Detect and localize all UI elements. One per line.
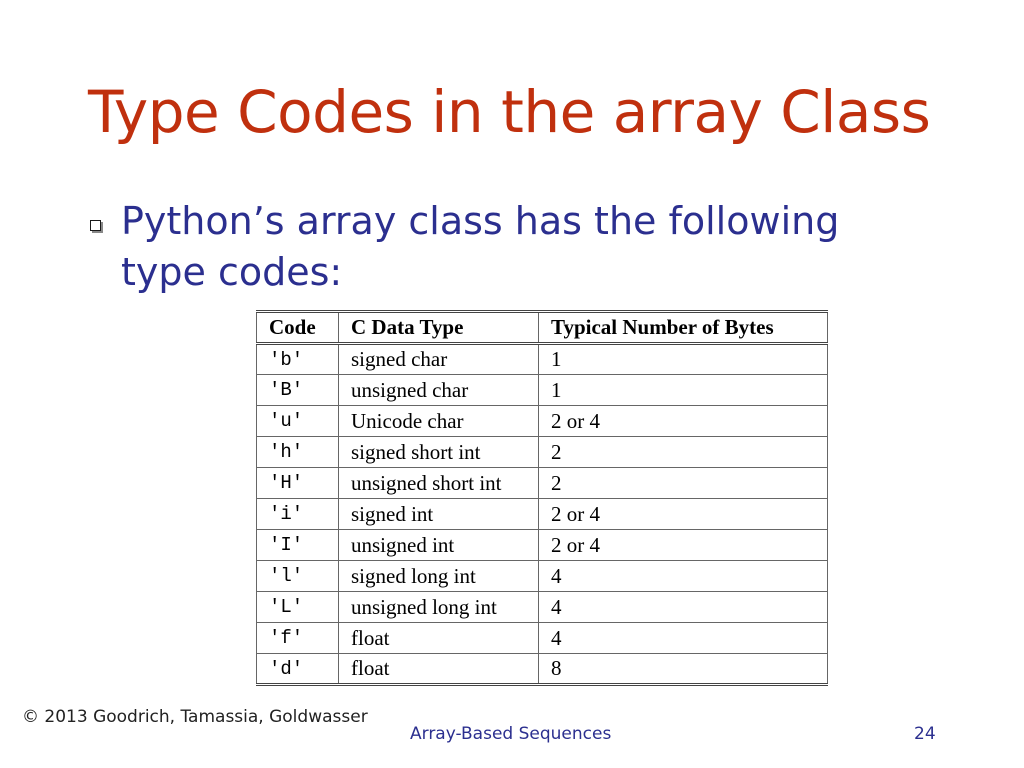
cell-c-data-type: unsigned short int bbox=[339, 468, 539, 499]
footer-section-title: Array-Based Sequences bbox=[410, 724, 612, 744]
bullet-text: Python’s array class has the following type codes: bbox=[121, 199, 840, 294]
copyright-notice: © 2013 Goodrich, Tamassia, Goldwasser bbox=[22, 707, 368, 727]
cell-c-data-type: unsigned long int bbox=[339, 592, 539, 623]
table-row bbox=[257, 592, 828, 623]
table-row bbox=[257, 437, 828, 468]
cell-bytes: 2 or 4 bbox=[539, 530, 828, 561]
cell-code: 'L' bbox=[257, 592, 339, 623]
table-row bbox=[257, 654, 828, 685]
cell-code: 'f' bbox=[257, 623, 339, 654]
cell-code: 'h' bbox=[257, 437, 339, 468]
cell-bytes: 1 bbox=[539, 375, 828, 406]
cell-bytes: 4 bbox=[539, 592, 828, 623]
table-row bbox=[257, 623, 828, 654]
cell-bytes: 8 bbox=[539, 654, 828, 685]
cell-code: 'H' bbox=[257, 468, 339, 499]
page-number: 24 bbox=[914, 724, 936, 744]
header-typical-bytes: Typical Number of Bytes bbox=[539, 312, 828, 344]
bullet-item bbox=[90, 196, 901, 298]
cell-code: 'b' bbox=[257, 344, 339, 375]
cell-bytes: 2 bbox=[539, 468, 828, 499]
cell-code: 'I' bbox=[257, 530, 339, 561]
cell-code: 'u' bbox=[257, 406, 339, 437]
cell-bytes: 4 bbox=[539, 623, 828, 654]
cell-c-data-type: unsigned char bbox=[339, 375, 539, 406]
table-row bbox=[257, 375, 828, 406]
cell-code: 'B' bbox=[257, 375, 339, 406]
cell-c-data-type: signed long int bbox=[339, 561, 539, 592]
header-c-data-type: C Data Type bbox=[339, 312, 539, 344]
table-row bbox=[257, 344, 828, 375]
table-row bbox=[257, 499, 828, 530]
cell-code: 'i' bbox=[257, 499, 339, 530]
cell-bytes: 2 or 4 bbox=[539, 406, 828, 437]
cell-c-data-type: signed int bbox=[339, 499, 539, 530]
cell-bytes: 1 bbox=[539, 344, 828, 375]
cell-bytes: 2 bbox=[539, 437, 828, 468]
cell-c-data-type: float bbox=[339, 654, 539, 685]
cell-c-data-type: signed char bbox=[339, 344, 539, 375]
cell-bytes: 2 or 4 bbox=[539, 499, 828, 530]
type-codes-table bbox=[256, 310, 828, 686]
table-row bbox=[257, 561, 828, 592]
table-row bbox=[257, 406, 828, 437]
cell-c-data-type: float bbox=[339, 623, 539, 654]
table-row bbox=[257, 468, 828, 499]
cell-c-data-type: signed short int bbox=[339, 437, 539, 468]
cell-c-data-type: unsigned int bbox=[339, 530, 539, 561]
cell-bytes: 4 bbox=[539, 561, 828, 592]
cell-code: 'l' bbox=[257, 561, 339, 592]
square-bullet-icon bbox=[90, 220, 101, 231]
cell-c-data-type: Unicode char bbox=[339, 406, 539, 437]
cell-code: 'd' bbox=[257, 654, 339, 685]
slide-title: Type Codes in the array Class bbox=[88, 78, 931, 146]
header-code: Code bbox=[257, 312, 339, 344]
table-row bbox=[257, 530, 828, 561]
table-header-row bbox=[257, 312, 828, 344]
